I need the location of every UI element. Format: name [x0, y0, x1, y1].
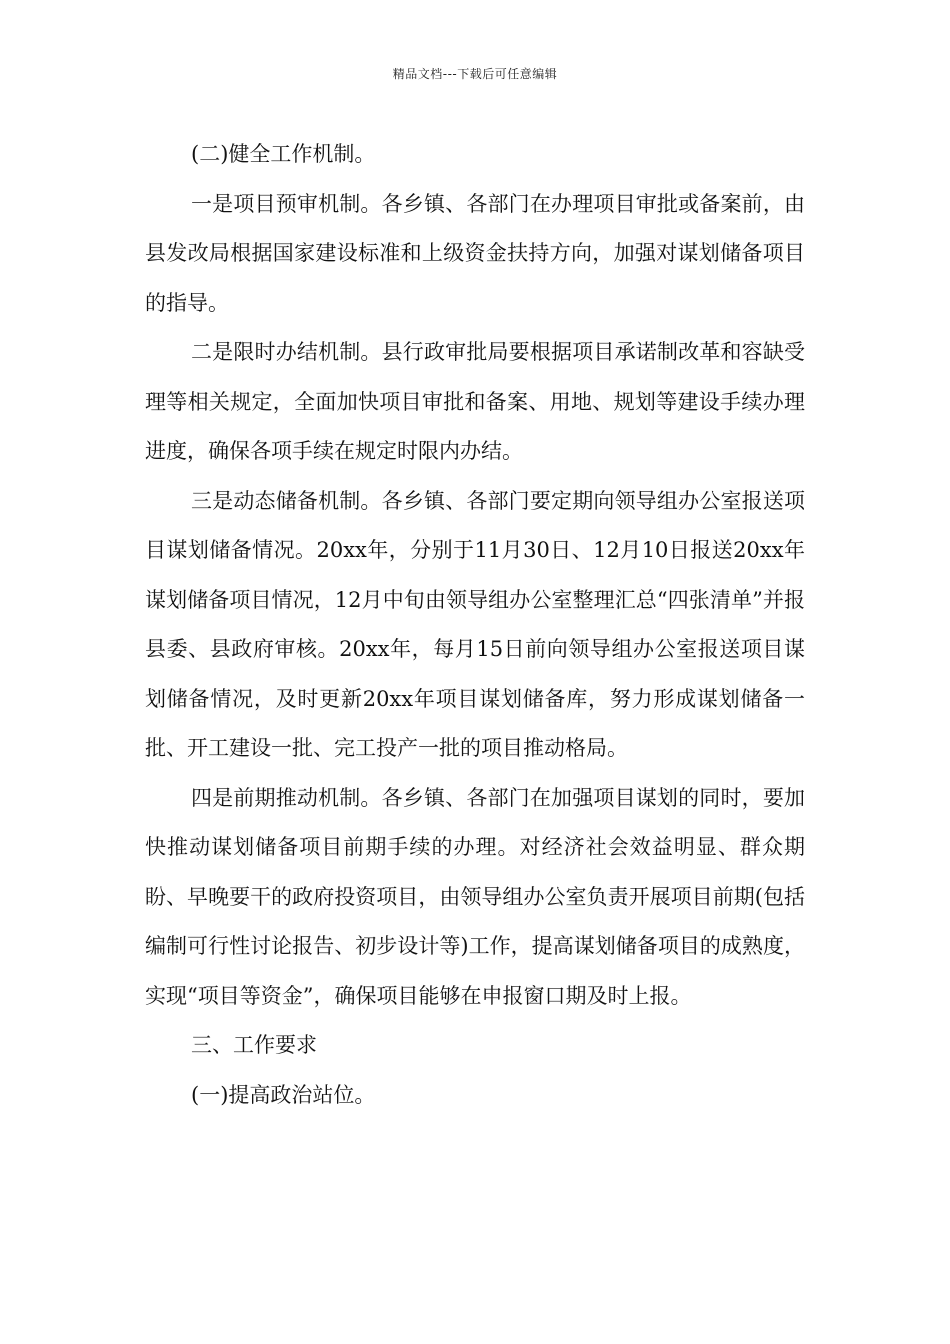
- paragraph-timelimit-mechanism: 二是限时办结机制。县行政审批局要根据项目承诺制改革和容缺受理等相关规定，全面加快项目审批和备案、用地、规划等建设手续办理进度，确保各项手续在规定时限内办结。: [145, 340, 805, 463]
- section-heading-mechanism: (二)健全工作机制。: [191, 142, 376, 166]
- paragraph-preaudit-mechanism: 一是项目预审机制。各乡镇、各部门在办理项目审批或备案前，由县发改局根据国家建设标准和上级资金扶持方向，加强对谋划储备项目的指导。: [145, 191, 805, 315]
- paragraph-preliminary-mechanism: 四是前期推动机制。各乡镇、各部门在加强项目谋划的同时，要加快推动谋划储备项目前期手续的办理。对经济社会效益明显、群众期盼、早晚要干的政府投资项目，由领导组办公室负责开展项目前期(包括编制可行性讨论报告、初步设计等)工作，提高谋划储备项目的成熟度，实现“项目等资金”，确保项目能够在申报窗口期及时上报。: [145, 785, 805, 1008]
- paragraph-dynamic-reserve-mechanism: 三是动态储备机制。各乡镇、各部门要定期向领导组办公室报送项目谋划储备情况。20xx年，分别于11月30日、12月10日报送20xx年谋划储备项目情况，12月中旬由领导组办公室整理汇总“四张清单”并报县委、县政府审核。20xx年，每月15日前向领导组办公室报送项目谋划储备情况，及时更新20xx年项目谋划储备库，努力形成谋划储备一批、开工建设一批、完工投产一批的项目推动格局。: [145, 488, 805, 760]
- page-header: 精品文档---下载后可任意编辑: [392, 67, 558, 81]
- document-body: [145, 130, 805, 1120]
- section-heading-requirements: 三、工作要求: [191, 1033, 317, 1057]
- section-heading-political-standing: (一)提高政治站位。: [191, 1082, 376, 1107]
